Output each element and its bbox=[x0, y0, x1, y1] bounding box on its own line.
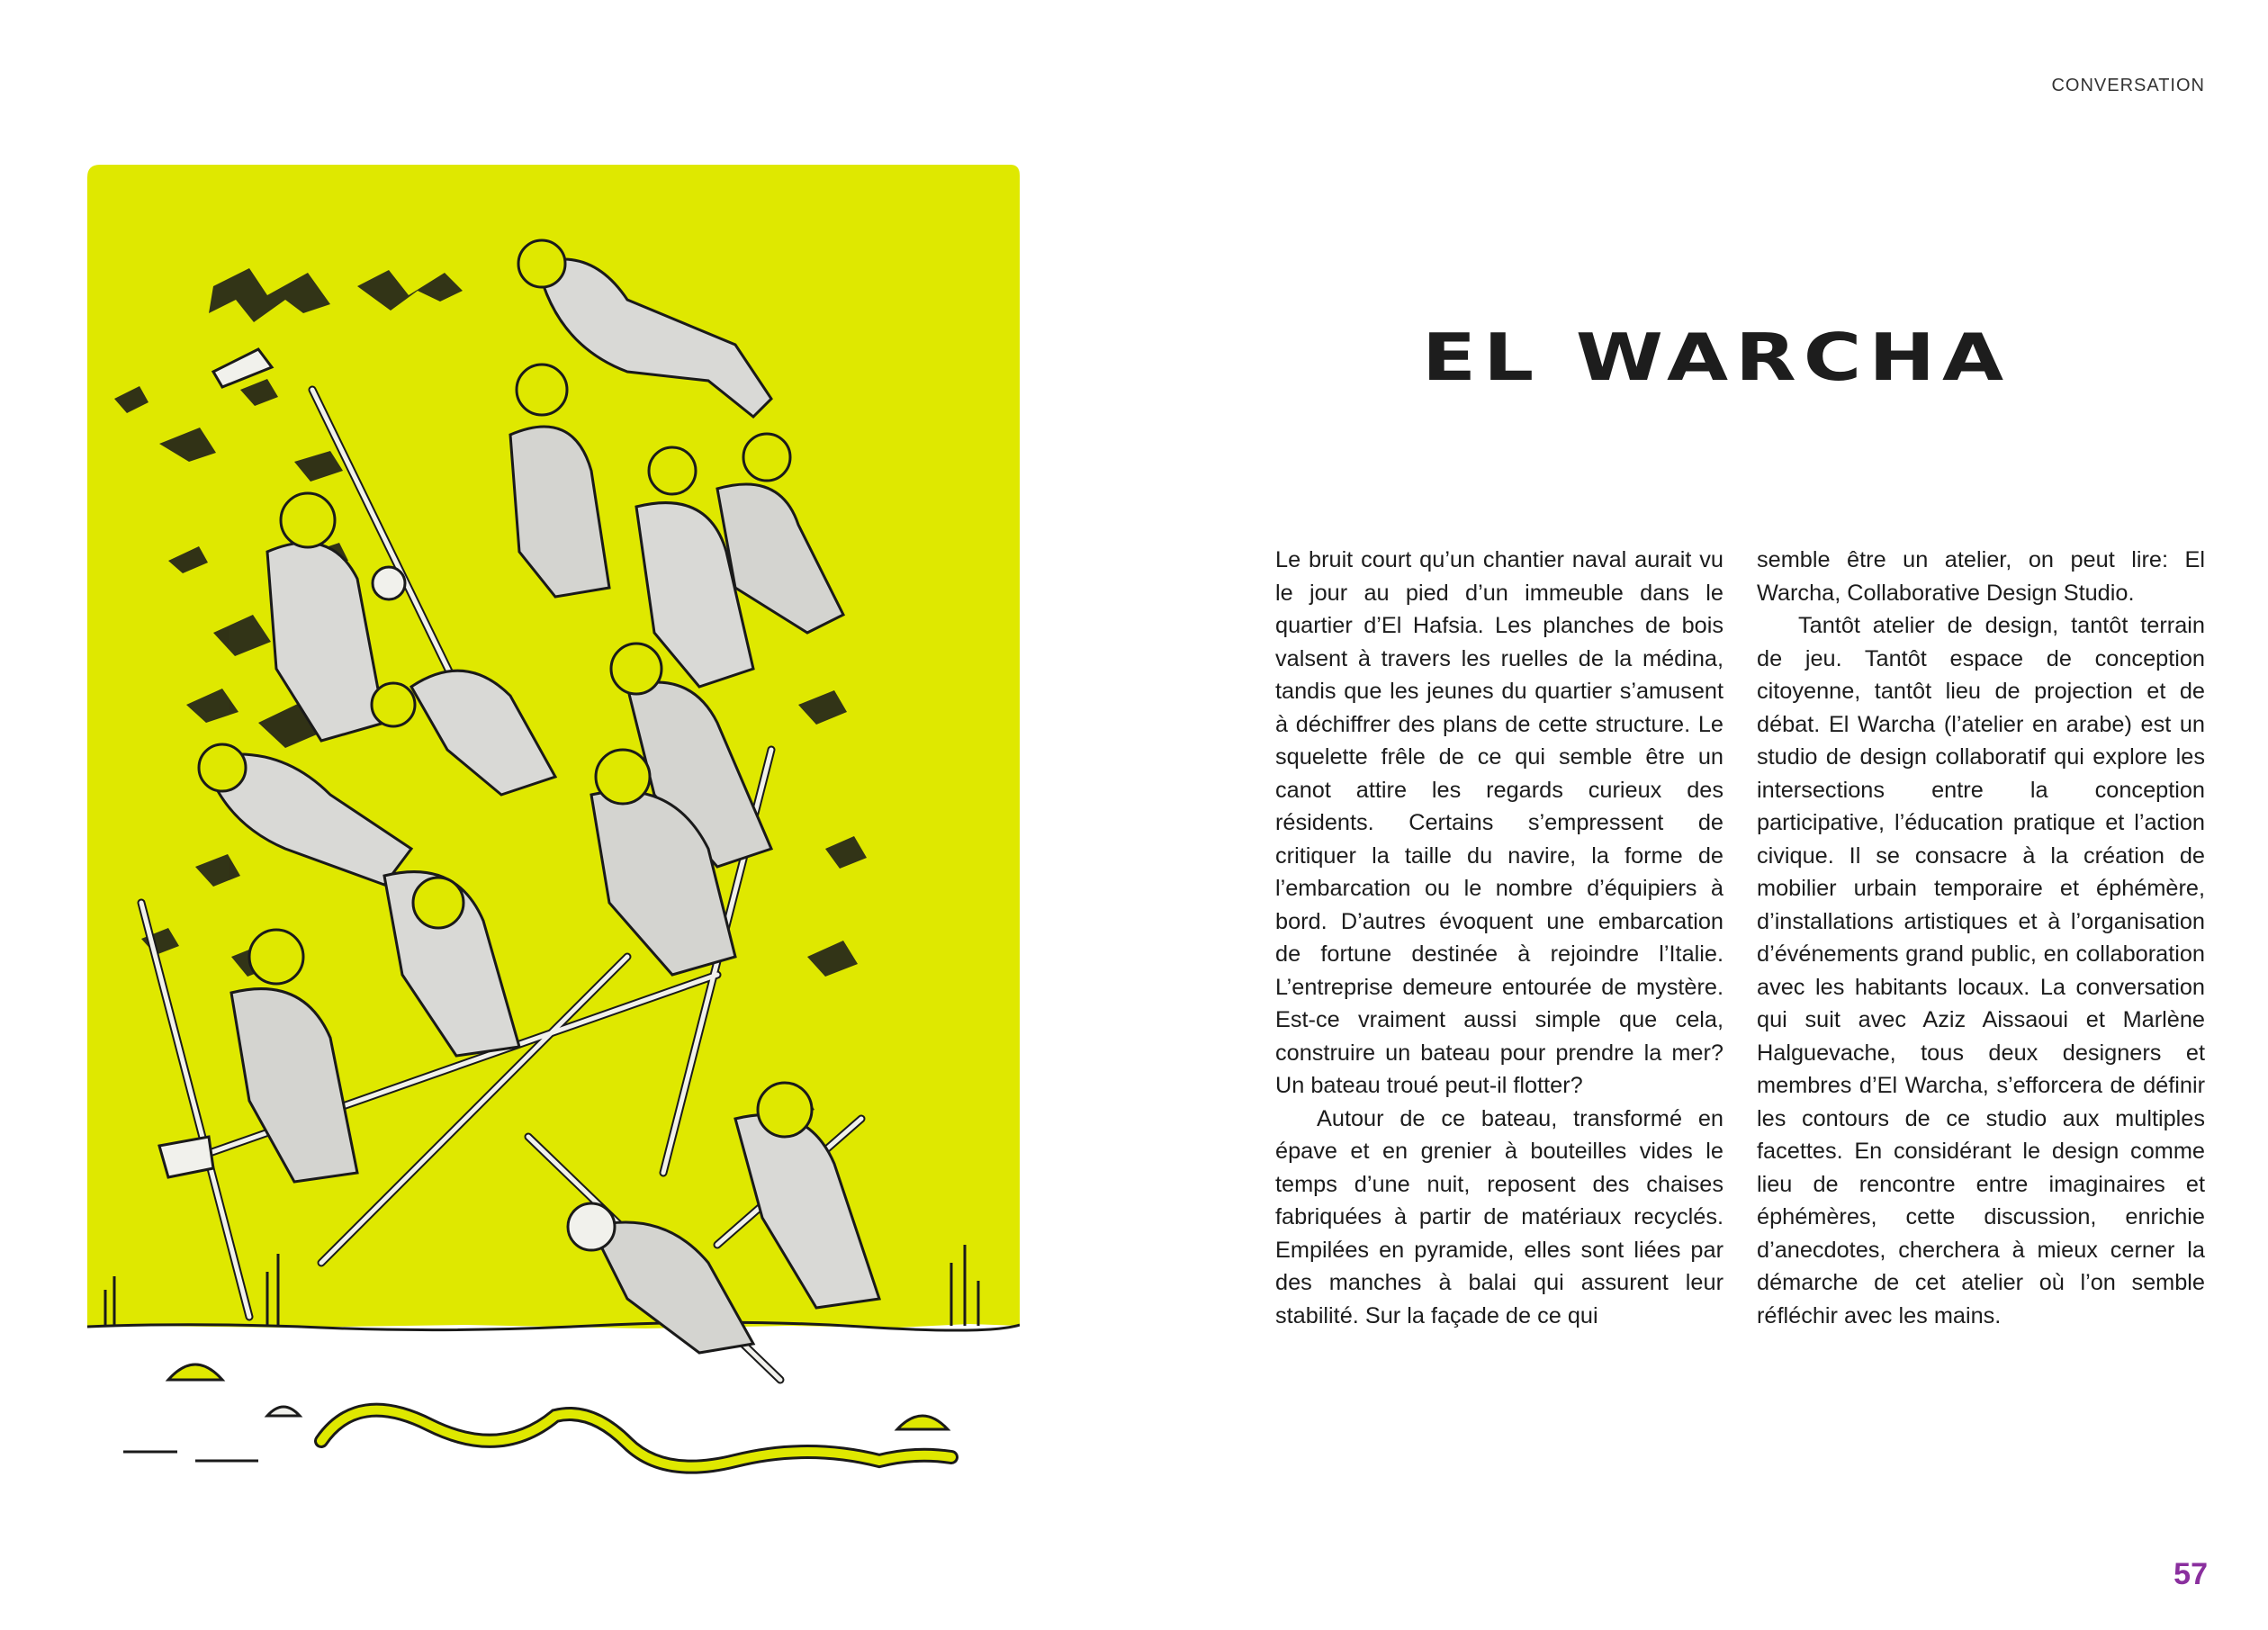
paragraph: semble être un atelier, on peut lire: El Warcha, Collaborative Design Studio. bbox=[1757, 547, 2205, 606]
illustration-stacked-chairs bbox=[87, 165, 1020, 1524]
paragraph: Le bruit court qu’un chantier naval aurait vu le jour au pied d’un immeuble dans le quartier d’El Hafsia. Les planches de bois valsent à travers les ruelles de la médina, tandis que les jeunes du quartier s’amusent à déchiffrer des plans de cette structure. Le squelette frêle de ce qui semble être un canot attire les regards curieux des résidents. Certains s’empressent de critiquer la taille du navire, la forme de l’embarcation ou le nombre d’équipiers à bord. D’autres évoquent une embarcation de fortune destinée à rejoindre l’Italie. L’entreprise demeure entourée de mystère. Est-ce vraiment aussi simple que cela, construire un bateau pour prendre la mer? Un bateau troué peut-il flotter? bbox=[1275, 547, 1724, 1098]
stone bbox=[267, 1407, 300, 1416]
paragraph: Tantôt atelier de design, tantôt terrain de jeu. Tantôt espace de conception citoyenne, tantôt lieu de projection et de débat. El Warcha (l’atelier en arabe) est un studio de design collaboratif qui explore les intersections entre la conception participative, l’éducation pratique et l’action civique. Il se consacre à la création de mobilier urbain temporaire et éphémère, d’installations artistiques et à l’organisation d’événements grand public, en collaboration avec les habitants locaux. La conversation qui suit avec Aziz Aissaoui et Marlène Halguevache, tous deux designers et membres d’El Warcha, s’efforcera de définir les contours de ce studio aux multiples facettes. En considérant le design comme lieu de rencontre entre imaginaires et éphémères, cette discussion, enrichie d’anecdotes, cherchera à mieux cerner la démarche de cet atelier où l’on semble réfléchir avec les mains. bbox=[1757, 613, 2205, 1328]
ball bbox=[373, 567, 405, 599]
stone bbox=[897, 1416, 948, 1429]
stone bbox=[168, 1364, 222, 1380]
section-label: CONVERSATION bbox=[2051, 76, 2205, 95]
paragraph: Autour de ce bateau, transformé en épave et en grenier à bouteilles vides le temps d’une nuit, reposent des chaises fabriquées à partir de matériaux recyclés. Empilées en pyramide, elles sont liées par des manches à balai qui assurent leur stabilité. Sur la façade de ce qui bbox=[1275, 1105, 1724, 1328]
article-title: EL WARCHA bbox=[1422, 320, 2012, 396]
page-number: 57 bbox=[2174, 1557, 2208, 1591]
article-column-left bbox=[1275, 544, 1724, 1332]
article-column-right bbox=[1757, 544, 2205, 1332]
